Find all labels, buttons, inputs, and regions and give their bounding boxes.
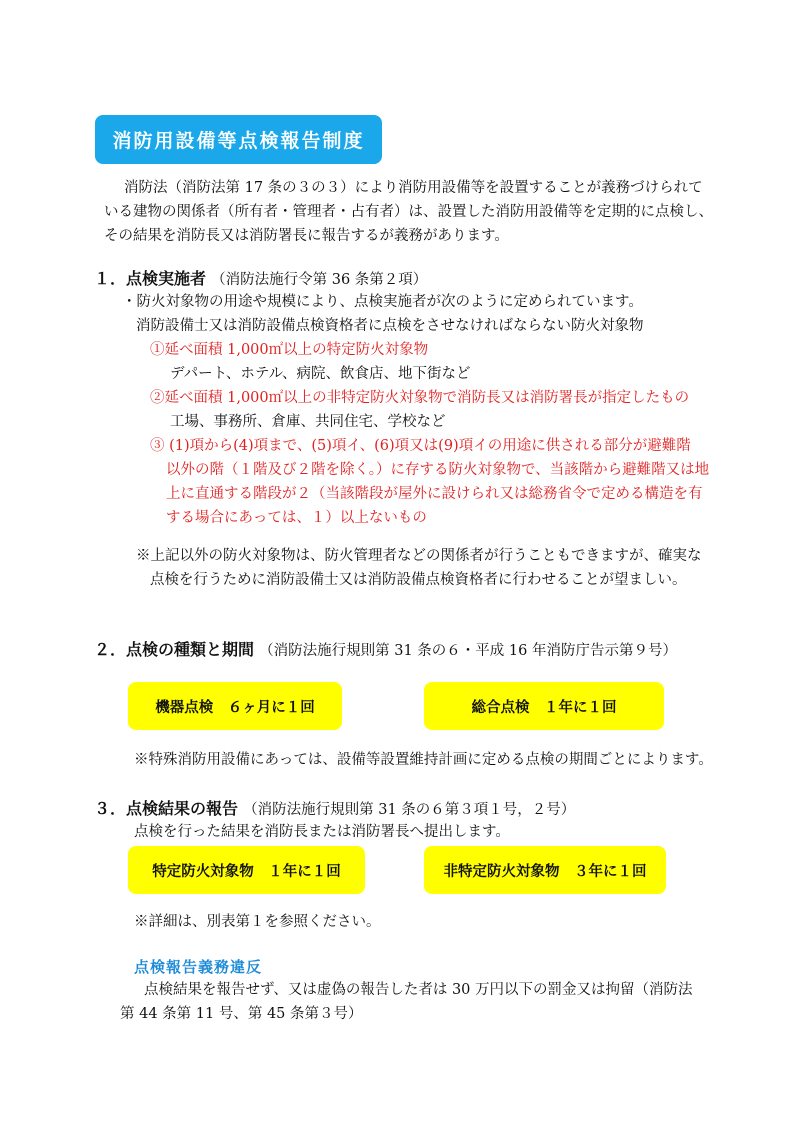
item3-line-3: 上に直通する階段が２（当該階段が屋外に設けられ又は総務省令で定める構造を有 <box>166 486 703 502</box>
violation-text-line-2: 第 44 条第 11 号、第 45 条第３号） <box>120 1006 363 1022</box>
intro-line-2: いる建物の関係者（所有者・管理者・占有者）は、設置した消防用設備等を定期的に点検し、 <box>104 204 713 220</box>
report-box-nonspecific: 非特定防火対象物 ３年に１回 <box>424 846 666 894</box>
inspection-box-equipment: 機器点検 ６ヶ月に１回 <box>128 682 342 730</box>
section1-heading <box>94 266 427 289</box>
violation-text-line-1: 点検結果を報告せず、又は虚偽の報告した者は 30 万円以下の罰金又は拘留（消防法 <box>144 982 693 998</box>
item2: ②延べ面積 1,000㎡以上の非特定防火対象物で消防長又は消防署長が指定したもの <box>150 390 690 406</box>
section1-title: １．点検実施者 <box>94 269 207 288</box>
section3-note: ※詳細は、別表第１を参照ください。 <box>134 914 381 930</box>
section2-title: ２．点検の種類と期間 <box>94 640 255 659</box>
section2-note: ※特殊消防用設備にあっては、設備等設置維持計画に定める点検の期間ごとによります。 <box>134 752 713 768</box>
section3-text: 点検を行った結果を消防長または消防署長へ提出します。 <box>134 824 510 840</box>
inspection-box-comprehensive: 総合点検 １年に１回 <box>424 682 664 730</box>
section3-heading <box>94 796 575 819</box>
section1-bullet: ・防火対象物の用途や規模により、点検実施者が次のように定められています。 <box>122 294 643 310</box>
section1-note-line-2: 点検を行うために消防設備士又は消防設備点検資格者に行わせることが望ましい。 <box>150 572 687 588</box>
section3-title: ３．点検結果の報告 <box>94 799 239 818</box>
section1-reference: （消防法施行令第 36 条第２項） <box>211 272 428 288</box>
intro-line-1: 消防法（消防法第 17 条の３の３）により消防用設備等を設置することが義務づけられて <box>124 180 703 196</box>
intro-line-3: その結果を消防長又は消防署長に報告するが義務があります。 <box>104 228 509 244</box>
page-title: 消防用設備等点検報告制度 <box>95 115 382 164</box>
item3-line-4: する場合にあっては、１）以上ないもの <box>166 510 427 526</box>
report-box-specific: 特定防火対象物 １年に１回 <box>128 846 365 894</box>
violation-heading: 点検報告義務違反 <box>134 958 263 976</box>
section2-reference: （消防法施行規則第 31 条の６・平成 16 年消防庁告示第９号） <box>259 643 677 659</box>
item1: ①延べ面積 1,000㎡以上の特定防火対象物 <box>150 342 429 358</box>
section1-subheading: 消防設備士又は消防設備点検資格者に点検をさせなければならない防火対象物 <box>136 318 644 334</box>
section2-heading <box>94 637 677 660</box>
item3-line-2: 以外の階（１階及び２階を除く。）に存する防火対象物で、当該階から避難階又は地 <box>166 462 710 478</box>
section3-reference: （消防法施行規則第 31 条の６第３項１号，２号） <box>243 802 576 818</box>
item1-examples: デパート、ホテル、病院、飲食店、地下街など <box>170 366 471 382</box>
section1-note-line-1: ※上記以外の防火対象物は、防火管理者などの関係者が行うこともできますが、確実な <box>136 548 702 564</box>
item3-line-1: ③ (1)項から(4)項まで、(5)項イ、(6)項又は(9)項イの用途に供される部分が避難階 <box>150 438 691 454</box>
item2-examples: 工場、事務所、倉庫、共同住宅、学校など <box>170 414 446 430</box>
